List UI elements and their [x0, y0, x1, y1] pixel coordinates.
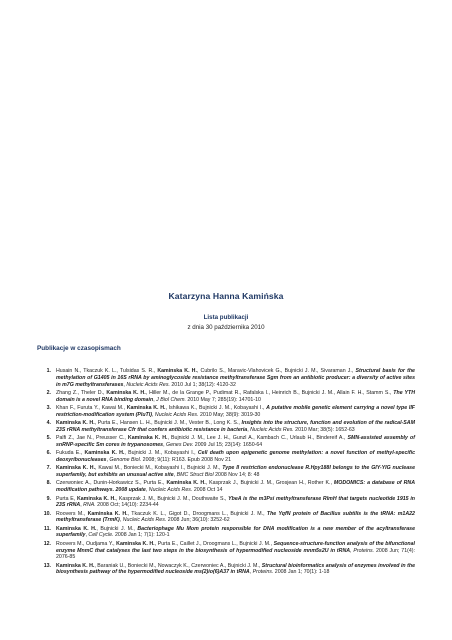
publication-item [37, 563, 415, 577]
publication-citation: Zhang Z., Theler D., Kaminska K. H., Hiller M., de la Grange P., Pudimat R., Rafalska I., Heinrich B., Bujnicki J. M., Allain F. H., Stamm S., The YTH domain is a novel RNA binding domain, J Biol Chem. 2010 May 7; 285(19): 14701-10 [56, 389, 415, 403]
publication-title: Structural basis for the methylation of G1405 in 16S rRNA by aminoglycoside resistance methyltransferase Sgm from an antibiotic producer: a diversity of active sites in m7G methyltransferases [56, 368, 415, 388]
publication-number: 13. [43, 562, 51, 569]
publication-item [37, 496, 415, 510]
publication-item [37, 405, 415, 419]
publication-coauthors: , Hiller M., de la Grange P., Pudimat R., Rafalska I., Heinrich B., Bujnicki J. M., Allain F. H., Stamm S., [145, 389, 394, 396]
publication-coauthors: , Ishikawa K., Bujnicki J. M., Kobayashi I., [165, 404, 267, 411]
publication-coauthors: , Purta E., Hansen L. H., Bujnicki J. M., Vester B., Long K. S., [94, 420, 242, 427]
publication-coauthors: , Baraniak U., Boniecki M., Nowaczyk K., Czerwoniec A., Bujnicki J. M., [94, 562, 262, 569]
publication-title: Type II restriction endonuclease R.Hpy188I belongs to the GIY-YIG nuclease superfamily, but exhibits an unusual active site [56, 465, 415, 479]
publication-details: 2008 Oct 14 [192, 487, 223, 494]
publication-number: 1. [46, 368, 51, 374]
publication-details: 2010 Mar; 38(5): 1652-63 [293, 426, 355, 433]
publication-self-author: Kaminska K. H. [56, 525, 97, 532]
publication-journal: Cell Cycle. [88, 532, 114, 539]
publication-details: 2010 May; 38(9): 3019-30 [198, 411, 261, 418]
document-date: z dnia 30 października 2010 [187, 324, 265, 331]
publication-title: YbeA is the m3Psi methyltransferase RlmH that targets nucleotide 1915 in 23S rRNA [56, 495, 415, 509]
publication-title: SMN-assisted assembly of snRNP-specific Sm cores in trypanosomes [56, 435, 415, 448]
publication-details: 2008 Jun; 36(10): 3252-62 [166, 517, 230, 524]
publication-title: Cell death upon epigenetic genome methylation: a novel function of methyl-specific deoxyribonucleases [56, 450, 415, 463]
publication-journal: Nucleic Acids Res. [122, 517, 167, 524]
publication-item [37, 450, 415, 464]
publication-self-author: Kaminska K. H. [106, 389, 146, 396]
publication-details: 2010 Jul 1; 38(12): 4120-32 [169, 381, 236, 388]
publication-item [37, 480, 415, 494]
publication-journal: Nucleic Acids Res. [250, 426, 294, 433]
section-heading: Publikacje w czasopismach [37, 345, 121, 352]
publication-number: 8. [46, 480, 51, 487]
publication-citation: Palfi Z., Jae N., Preusser C., Kaminska K. H., Bujnicki J. M., Lee J. H., Gunzl A., Kambach C., Urlaub H., Bindereif A., SMN-assisted assembly of snRNP-specific Sm cores in trypanosomes, Genes Dev. 2009 Jul 15; 23(14): 1650-64 [56, 435, 415, 448]
publication-citation: Roovers M., Kaminska K. H., Tkaczuk K. L., Gigot D., Droogmans L., Bujnicki J. M., The YqfN protein of Bacillus subtilis is the tRNA: m1A22 methyltransferase (TrmK), Nucleic Acids Res. 2008 Jun; 36(10): 3252-62 [56, 510, 415, 524]
publication-journal: Genes Dev. [166, 441, 194, 448]
publication-self-author: Kaminska K. H. [116, 540, 155, 547]
publication-self-author: Kaminska K. H. [76, 495, 116, 502]
publication-coauthors: , Bujnicki J. M., Lee J. H., Gunzl A., Kambach C., Urlaub H., Bindereif A., [167, 435, 348, 442]
publication-coauthors: , Bujnicki J. M., [96, 525, 138, 532]
publication-coauthors: , Kasprzak J., Bujnicki J. M., Grosjean H., Rother K., [205, 480, 334, 487]
publication-authors: Roovers M., Oudjama Y., [56, 540, 117, 547]
publication-title: Sequence-structure-function analysis of the bifunctional enzyme MnmC that catalyses the last two steps in the biosynthesis of hypermodified nucleoside mnm5s2U in tRNA [56, 540, 415, 554]
publication-authors: Fukuda E., [56, 450, 85, 457]
publication-self-author: Kaminska K. H. [157, 368, 197, 374]
publication-details: 2008 Jun; 71(4): 2076-85 [56, 547, 415, 561]
publication-coauthors: , Cubrilo S., Maravic-Vlahovicek G., Bujnicki J. M., Sivaraman J., [196, 368, 356, 374]
publication-journal: Nucleic Acids Res. [154, 411, 199, 418]
publication-authors: Khan F., Furuta Y., Kawai M., [56, 404, 127, 411]
publication-title: Bacteriophage Mu Mom protein responsible for DNA modification is a new member of the acyltransferase superfamily [56, 525, 415, 539]
publication-authors: Czerwoniec A., Dunin-Horkawicz S., Purta E., [56, 480, 167, 487]
publication-citation: Roovers M., Oudjama Y., Kaminska K. H., Purta E., Caillet J., Droogmans L., Bujnicki J. M., Sequence-structure-function analysis of the bifunctional enzyme MnmC that catalyses the last two steps in the biosynthesis of hypermodified nucleoside mnm5s2U in tRNA, Proteins. 2008 Jun; 71(4): 2076-85 [56, 540, 415, 561]
publication-citation: Husain N., Tkaczuk K. L., Tulsidas S. R., Kaminska K. H., Cubrilo S., Maravic-Vlahovicek G., Bujnicki J. M., Sivaraman J., Structural basis for the methylation of G1405 in 16S rRNA by aminoglycoside resistance methyltransferase Sgm from an antibiotic producer: a diversity of active sites in m7G methyltransferases, Nucleic Acids Res. 2010 Jul 1; 38(12): 4120-32 [56, 368, 415, 388]
publication-coauthors: , Bujnicki J. M., Kobayashi I., [124, 450, 198, 457]
publication-citation: Purta E, Kaminska K. H., Kasprzak J. M., Bujnicki J. M., Douthwaite S., YbeA is the m3Psi methyltransferase RlmH that targets nucleotide 1915 in 23S rRNA, RNA. 2008 Oct; 14(10): 2234-44 [56, 495, 415, 509]
publication-authors: Husain N., Tkaczuk K. L., Tulsidas S. R., [56, 368, 158, 374]
publication-citation: Czerwoniec A., Dunin-Horkawicz S., Purta E., Kaminska K. H., Kasprzak J., Bujnicki J. M., Grosjean H., Rother K., MODOMICS: a database of RNA modification pathways. 2008 update, Nucleic Acids Res. 2008 Oct 14 [56, 480, 415, 494]
publication-citation: Fukuda E., Kaminska K. H., Bujnicki J. M., Kobayashi I., Cell death upon epigenetic genome methylation: a novel function of methyl-specific deoxyribonucleases, Genome Biol. 2008; 9(11): R163. Epub 2008 Nov 21 [56, 450, 415, 463]
publication-item [37, 435, 415, 449]
publication-item [37, 390, 415, 404]
publication-number: 10. [43, 510, 51, 517]
publication-citation: Kaminska K. H., Bujnicki J. M., Bacteriophage Mu Mom protein responsible for DNA modification is a new member of the acyltransferase superfamily, Cell Cycle. 2008 Jan 1; 7(1): 120-1 [56, 525, 415, 539]
publication-journal: Genome Biol. [109, 456, 142, 463]
publication-self-author: Kaminska K. H. [84, 450, 125, 457]
publication-self-author: Kaminska K. H. [127, 435, 168, 442]
publication-number: 7. [46, 465, 51, 472]
publication-number: 4. [46, 420, 51, 427]
publication-self-author: Kaminska K. H. [126, 404, 166, 411]
publication-title: Insights into the structure, function and evolution of the radical-SAM 23S rRNA methyltransferase Cfr that confers antibiotic resistance in bacteria [56, 420, 415, 433]
publication-item [37, 511, 415, 525]
publication-coauthors: , Purta E., Caillet J., Droogmans L., Bujnicki J. M., [154, 540, 274, 547]
publication-title: A putative mobile genetic element carrying a novel type IIF restriction-modification system (PluTI) [56, 404, 415, 418]
publication-number: 11. [43, 525, 51, 532]
publication-title: The YqfN protein of Bacillus subtilis is the tRNA: m1A22 methyltransferase (TrmK) [56, 510, 415, 524]
publication-title: The YTH domain is a novel RNA binding domain [56, 389, 415, 403]
publication-citation: Khan F., Furuta Y., Kawai M., Kaminska K. H., Ishikawa K., Bujnicki J. M., Kobayashi I., A putative mobile genetic element carrying a novel type IIF restriction-modification system (PluTI), Nucleic Acids Res. 2010 May; 38(9): 3019-30 [56, 404, 415, 418]
publication-details: 2009 Jul 15; 23(14): 1650-64 [193, 441, 263, 448]
publication-journal: Proteins. [353, 547, 375, 554]
publication-details: 2008 Oct; 14(10): 2234-44 [95, 502, 159, 509]
publication-details: 2008; 9(11): R163. Epub 2008 Nov 21 [141, 456, 232, 463]
publication-citation: Kaminska K. H., Baraniak U., Boniecki M., Nowaczyk K., Czerwoniec A., Bujnicki J. M., Structural bioinformatics analysis of enzymes involved in the biosynthesis pathway of the hypermodified nucleoside ms(2)io(6)A37 in tRNA, Proteins. 2008 Jan 1; 70(1): 1-18 [56, 562, 416, 576]
publication-citation: Kaminska K. H., Kawai M., Boniecki M., Kobayashi I., Bujnicki J. M., Type II restriction endonuclease R.Hpy188I belongs to the GIY-YIG nuclease superfamily, but exhibits an unusual active site, BMC Struct Biol 2008 Nov 14; 8: 48 [56, 465, 415, 479]
publication-item [37, 368, 415, 388]
publication-authors: Palfi Z., Jae N., Preusser C., [56, 435, 128, 442]
publication-journal: RNA. [83, 502, 96, 509]
publication-number: 5. [46, 435, 51, 442]
publication-self-author: Kaminska K. H. [87, 510, 128, 517]
publication-list [37, 368, 415, 578]
publication-journal: Nucleic Acids Res. [148, 487, 193, 494]
publication-citation: Kaminska K. H., Purta E., Hansen L. H., Bujnicki J. M., Vester B., Long K. S., Insights into the structure, function and evolution of the radical-SAM 23S rRNA methyltransferase Cfr that confers antibiotic resistance in bacteria, Nucleic Acids Res. 2010 Mar; 38(5): 1652-63 [56, 420, 415, 433]
publication-number: 6. [46, 450, 51, 457]
publication-self-author: Kaminska K. H. [56, 562, 95, 569]
publication-item [37, 465, 415, 479]
publication-title: MODOMICS: a database of RNA modification pathways. 2008 update [56, 480, 415, 494]
publication-details: 2008 Jan 1; 70(1): 1-18 [273, 569, 330, 576]
publication-journal: Proteins. [252, 569, 274, 576]
publication-journal: J Biol Chem. [156, 396, 186, 403]
publication-number: 12. [43, 540, 51, 547]
publication-number: 3. [46, 404, 51, 411]
document-subtitle: Lista publikacji [203, 314, 249, 321]
publication-journal: BMC Struct Biol [176, 472, 214, 479]
publication-authors: Purta E, [56, 495, 77, 502]
publication-item [37, 420, 415, 434]
publication-coauthors: , Kawai M., Boniecki M., Kobayashi I., Bujnicki J. M., [95, 465, 223, 472]
publication-number: 9. [46, 495, 51, 502]
publication-authors: Roovers M., [56, 510, 88, 517]
publication-item [37, 526, 415, 540]
publication-details: 2008 Jan 1; 7(1): 120-1 [113, 532, 170, 539]
publication-self-author: Kaminska K. H. [56, 465, 96, 472]
publication-title: Structural bioinformatics analysis of enzymes involved in the biosynthesis pathway of the hypermodified nucleoside ms(2)io(6)A37 in tRNA [56, 562, 416, 576]
publication-number: 2. [46, 389, 51, 396]
publication-item [37, 541, 415, 561]
publication-details: 2008 Nov 14; 8: 48 [213, 472, 260, 479]
publication-self-author: Kaminska K. H. [56, 420, 95, 427]
publication-coauthors: , Kasprzak J. M., Bujnicki J. M., Douthwaite S., [115, 495, 229, 502]
author-name: Katarzyna Hanna Kamińska [168, 291, 284, 301]
publication-journal: Nucleic Acids Res. [126, 381, 170, 388]
publication-details: 2010 May 7; 285(19): 14701-10 [185, 396, 261, 403]
publication-self-author: Kaminska K. H. [166, 480, 206, 487]
publication-coauthors: , Tkaczuk K. L., Gigot D., Droogmans L., Bujnicki J. M., [127, 510, 267, 517]
publication-authors: Zhang Z., Theler D., [56, 389, 107, 396]
